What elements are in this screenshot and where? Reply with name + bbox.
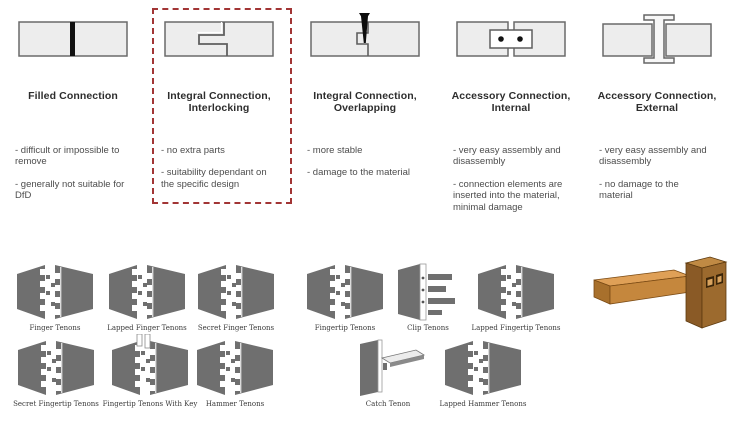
tenon-caption: Secret Fingertip Tenons <box>13 400 99 408</box>
tenon-caption: Lapped Finger Tenons <box>107 324 187 332</box>
wood-joint-icon <box>582 248 730 376</box>
bullet: - damage to the material <box>307 167 410 179</box>
dowel-dot-icon <box>498 36 504 42</box>
tenon-caption: Catch Tenon <box>365 400 411 408</box>
tenon-caption: Lapped Fingertip Tenons <box>471 324 561 332</box>
tenon-item-lapped-fingertip-tenons <box>468 262 564 332</box>
external-accessory-connection-diagram <box>584 0 730 78</box>
column-title <box>0 90 146 124</box>
tenon-item-secret-fingertip-tenons <box>8 338 104 408</box>
tenon-caption: Finger Tenons <box>29 324 81 332</box>
tenon-item-fingertip-tenons <box>297 262 393 332</box>
column-integral-overlapping <box>292 0 438 224</box>
tenon-item-hammer-tenons <box>187 338 283 408</box>
tenon-caption: Clip Tenons <box>407 324 449 332</box>
column-title-line2: Interlocking <box>188 102 250 115</box>
column-bullets <box>0 145 146 202</box>
finger-tenons-image <box>7 262 103 322</box>
hammer-tenons-image <box>187 338 283 398</box>
bullet: - very easy assembly and disassembly <box>453 145 561 168</box>
column-title-line2: Overlapping <box>333 102 397 115</box>
column-title-line1: Integral Connection, <box>167 90 271 102</box>
tenon-item-lapped-hammer-tenons <box>435 338 531 408</box>
lapped-fingertip-tenons-image <box>468 262 564 322</box>
overlapping-connection-icon <box>307 13 423 65</box>
column-filled-connection <box>0 0 146 224</box>
tenon-item-fingertip-tenons-with-key <box>102 334 198 408</box>
filled-connection-icon <box>15 13 131 65</box>
column-bullets <box>438 145 584 213</box>
tenon-item-finger-tenons <box>7 262 103 332</box>
tenon-item-catch-tenon <box>340 338 436 408</box>
internal-accessory-connection-diagram <box>438 0 584 78</box>
tenon-item-lapped-finger-tenons <box>99 262 195 332</box>
filled-connection-diagram <box>0 0 146 78</box>
catch-tenon-image <box>340 338 436 398</box>
bullet: - suitability dependant on the specific design <box>161 167 267 190</box>
bullet: - more stable <box>307 145 363 156</box>
column-title <box>438 90 584 124</box>
column-bullets <box>292 145 438 179</box>
column-title <box>584 90 730 124</box>
bullet: - connection elements are inserted into the material, minimal damage <box>453 178 563 213</box>
bullet: - no damage to the material <box>599 178 679 202</box>
bullet: - difficult or impossible to remove <box>15 145 120 168</box>
interlocking-connection-diagram <box>146 0 292 78</box>
column-title-line2: External <box>635 102 679 115</box>
column-title-line2: Internal <box>491 102 531 115</box>
bullet: - no extra parts <box>161 145 225 156</box>
dowel-dot-icon <box>517 36 523 42</box>
internal-accessory-icon <box>453 13 569 65</box>
lapped-hammer-tenons-image <box>435 338 531 398</box>
column-title-line1: Accessory Connection, <box>597 90 717 102</box>
column-integral-interlocking <box>146 0 292 224</box>
tenon-caption: Fingertip Tenons With Key <box>102 400 198 408</box>
wood-beam-mortise-joint-3d-render <box>582 248 730 381</box>
column-title-line1: Accessory Connection, <box>451 90 571 102</box>
external-accessory-icon <box>599 13 715 65</box>
secret-finger-tenons-image <box>188 262 284 322</box>
tenon-caption: Fingertip Tenons <box>314 324 376 332</box>
column-bullets <box>584 145 730 202</box>
tenon-item-secret-finger-tenons <box>188 262 284 332</box>
column-accessory-external <box>584 0 730 224</box>
bullet: - very easy assembly and disassembly <box>599 145 707 168</box>
tenon-caption: Secret Finger Tenons <box>197 324 275 332</box>
tenon-caption: Hammer Tenons <box>205 400 265 408</box>
fingertip-tenons-with-key-image <box>102 334 198 398</box>
fingertip-tenons-image <box>297 262 393 322</box>
column-title-line1: Integral Connection, <box>313 90 417 102</box>
clip-tenons-image <box>380 262 476 322</box>
tenon-item-clip-tenons <box>380 262 476 332</box>
interlocking-connection-icon <box>161 13 277 65</box>
column-bullets <box>146 145 292 190</box>
overlapping-connection-diagram <box>292 0 438 78</box>
column-title-line1: Filled Connection <box>28 90 118 102</box>
lapped-finger-tenons-image <box>99 262 195 322</box>
tenon-caption: Lapped Hammer Tenons <box>439 400 527 408</box>
secret-fingertip-tenons-image <box>8 338 104 398</box>
column-accessory-internal <box>438 0 584 224</box>
column-title <box>292 90 438 124</box>
column-title <box>146 90 292 124</box>
bullet: - generally not suitable for DfD <box>15 178 125 202</box>
